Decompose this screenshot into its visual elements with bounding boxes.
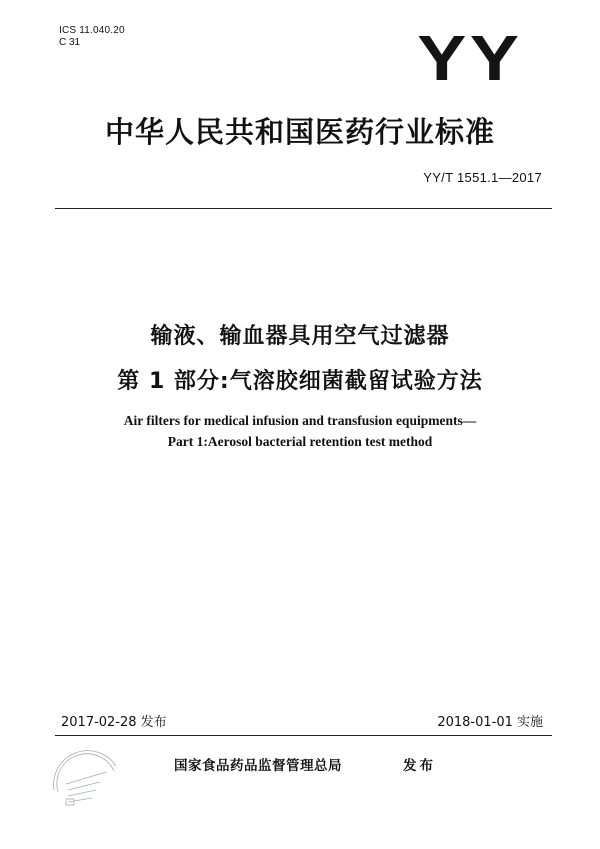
ics-code: ICS 11.040.20 bbox=[59, 25, 125, 36]
standard-title: 中华人民共和国医药行业标准 bbox=[104, 115, 495, 149]
ccs-code: C 31 bbox=[59, 37, 81, 48]
english-title-line-2: Part 1:Aerosol bacterial retention test method bbox=[167, 434, 433, 449]
chinese-title-line-1: 输液、输血器具用空气过滤器 bbox=[150, 324, 450, 349]
bottom-divider bbox=[55, 735, 552, 736]
standard-code: YY/T 1551.1—2017 bbox=[423, 170, 542, 185]
issuing-authority: 国家食品药品监督管理总局 bbox=[174, 758, 342, 774]
issue-date: 2017-02-28 发布 bbox=[61, 715, 167, 730]
english-title-line-1: Air filters for medical infusion and transfusion equipments— bbox=[123, 413, 477, 428]
top-divider bbox=[55, 208, 552, 209]
implementation-date: 2018-01-01 实施 bbox=[437, 715, 543, 730]
publish-label: 发布 bbox=[403, 758, 436, 774]
seal-stamp-icon bbox=[46, 744, 126, 820]
chinese-title-line-2: 第 1 部分:气溶胶细菌截留试验方法 bbox=[117, 369, 483, 394]
yy-logo: YY bbox=[416, 22, 522, 94]
